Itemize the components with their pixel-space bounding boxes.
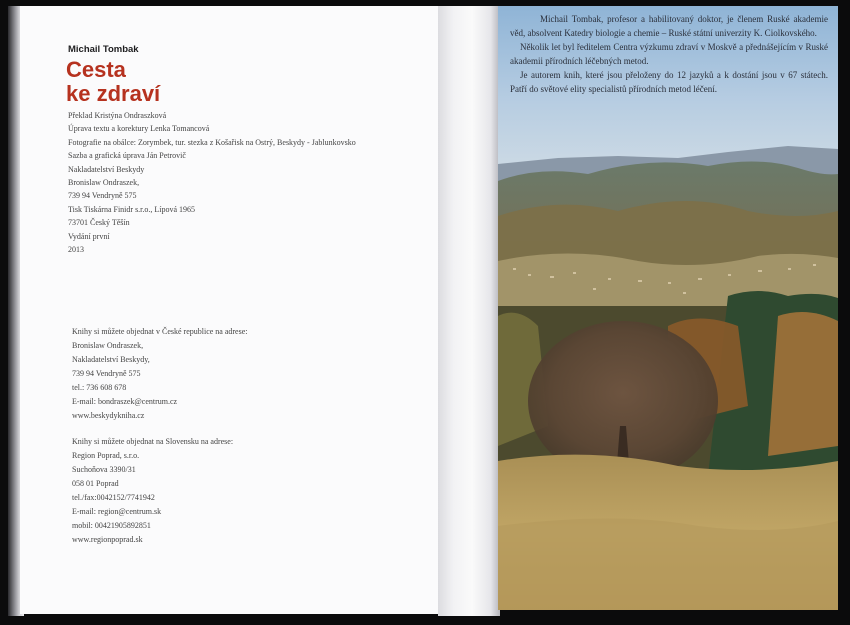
bio-paragraph: Je autorem knih, které jsou přeloženy do 12 jazyků a k dostání jsou v 67 státech. Patří do světové elity specialistů přírodních metod léčení. <box>510 70 828 94</box>
imprint-line: 73701 Český Těšín <box>68 218 130 228</box>
imprint-line: Bronislaw Ondraszek, <box>68 178 140 188</box>
imprint-line: Nakladatelství Beskydy <box>68 164 145 174</box>
order-line: www.regionpoprad.sk <box>72 535 143 544</box>
order-line: tel.: 736 608 678 <box>72 383 127 392</box>
author-biography <box>510 12 828 96</box>
order-line: Suchoňova 3390/31 <box>72 465 136 474</box>
book-gutter <box>438 6 500 616</box>
imprint-line: 2013 <box>68 245 84 255</box>
order-line: E-mail: bondraszek@centrum.cz <box>72 397 178 406</box>
imprint-block <box>68 109 356 256</box>
order-address-slovakia <box>72 435 233 547</box>
order-line: 058 01 Poprad <box>72 479 119 488</box>
imprint-line: Fotografie na obálce: Zorymbek, tur. stezka z Košařisk na Ostrý, Beskydy - Jablunkovsko <box>68 137 356 147</box>
order-line: Nakladatelství Beskydy, <box>72 355 150 364</box>
order-line: E-mail: region@centrum.sk <box>72 507 162 516</box>
order-line: tel./fax:0042152/7741942 <box>72 493 155 502</box>
order-line: Bronislaw Ondraszek, <box>72 341 144 350</box>
title-line-1: Cesta <box>66 57 126 82</box>
order-address-czech <box>72 325 248 423</box>
order-line: Knihy si můžete objednat v České republice na adrese: <box>72 327 248 336</box>
order-line: mobil: 00421905892851 <box>72 521 151 530</box>
title-line-2: ke zdraví <box>66 81 161 106</box>
imprint-line: Překlad Kristýna Ondraszková <box>68 111 167 120</box>
order-line: www.beskydykniha.cz <box>72 411 145 420</box>
order-line: 739 94 Vendryně 575 <box>72 369 141 378</box>
book-title <box>66 58 160 106</box>
imprint-line: Tisk Tiskárna Finidr s.r.o., Lípová 1965 <box>68 204 196 214</box>
book-spread <box>8 6 846 616</box>
bio-paragraph: Michail Tombak, profesor a habilitovaný doktor, je členem Ruské akademie věd, absolvent Katedry biologie a chemie – Ruské státní univerzity K. Ciolkovského. <box>510 14 828 38</box>
order-line: Region Poprad, s.r.o. <box>72 451 140 460</box>
author-name: Michail Tombak <box>68 44 139 55</box>
bio-paragraph: Několik let byl ředitelem Centra výzkumu zdraví v Moskvě a přednášejícím v Ruské akademii přírodních léčebných metod. <box>510 42 828 66</box>
imprint-page <box>20 6 439 614</box>
imprint-line: 739 94 Vendryně 575 <box>68 191 137 201</box>
imprint-line: Sazba a grafická úprava Ján Petrovič <box>68 151 186 161</box>
landscape-photo <box>498 6 838 610</box>
photo-page <box>498 6 838 610</box>
order-line: Knihy si můžete objednat na Slovensku na adrese: <box>72 437 234 446</box>
imprint-line: Úprava textu a korektury Lenka Tomancová <box>68 124 210 134</box>
imprint-line: Vydání první <box>68 231 110 241</box>
